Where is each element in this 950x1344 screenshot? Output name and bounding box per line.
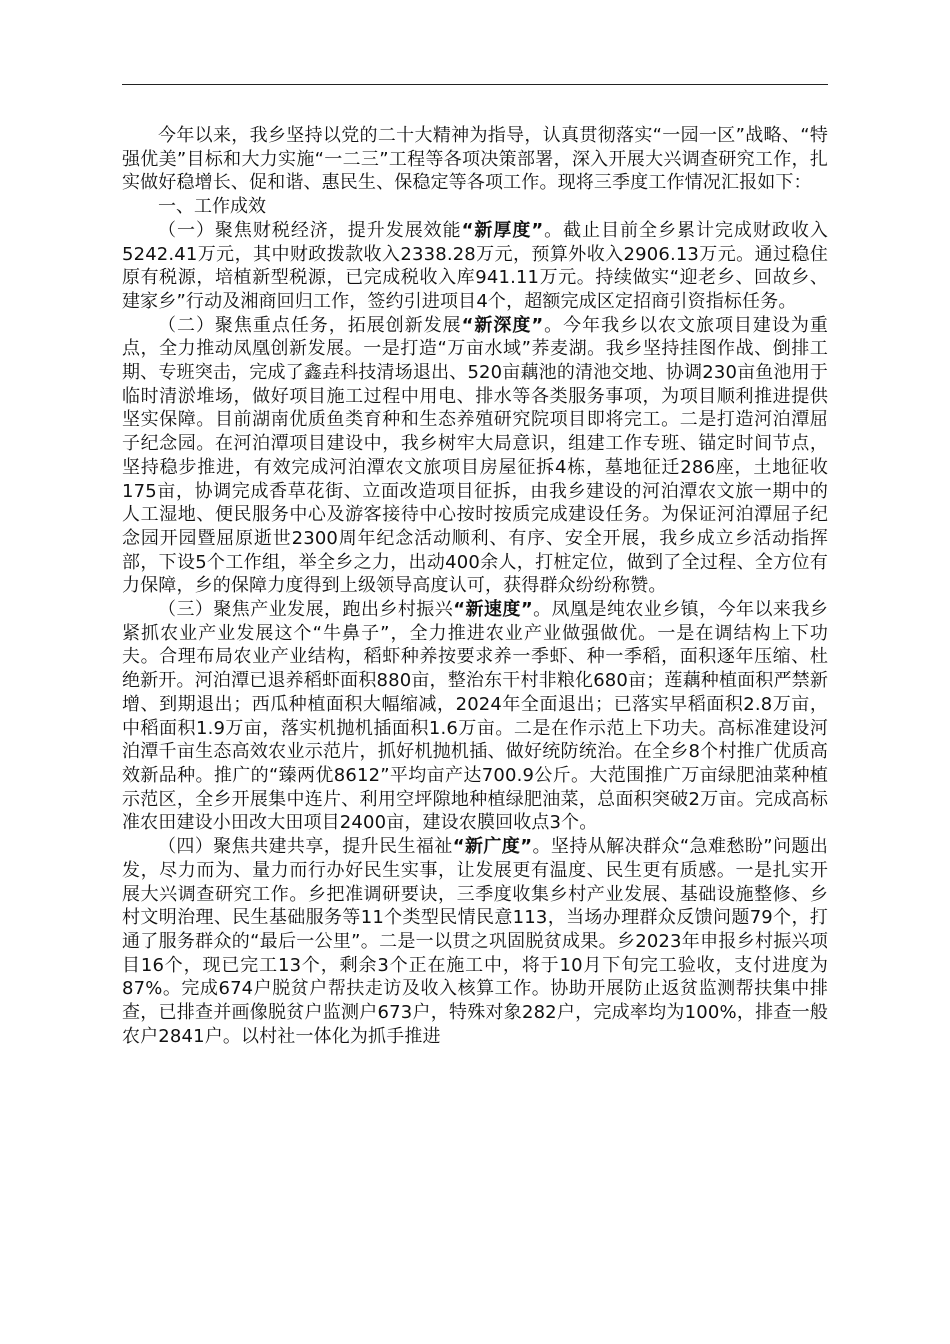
paragraph-text: 。今年我乡以农文旅项目建设为重点，全力推动凤凰创新发展。一是打造“万亩水域”荞麦湖。我乡坚持挂图作战、倒排工期、专班突击，完成了鑫垚科技清场退出、520亩藕池的清池交地、协调230亩鱼池用于临时清淤堆场，做好项目施工过程中用电、排水等各类服务事项，为项目顺利推进提供坚实保障。目前湖南优质鱼类育种和生态养殖研究院项目即将完工。二是打造河泊潭屈子纪念园。在河泊潭项目建设中，我乡树牢大局意识，组建工作专班、锚定时间节点，坚持稳步推进，有效完成河泊潭农文旅项目房屋征拆4栋，墓地征迁286座，土地征收175亩，协调完成香草花街、立面改造项目征拆，由我乡建设的河泊潭农文旅一期中的人工湿地、便民服务中心及游客接待中心按时按质完成建设任务。为保证河泊潭屈子纪念园开园暨屈原逝世2300周年纪念活动顺利、有序、安全开展，我乡成立乡活动指挥部，下设5个工作组，举全乡之力，出动400余人，打桩定位，做到了全过程、全方位有力保障，乡的保障力度得到上级领导高度认可，获得群众纷纷称赞。 xyxy=(122,314,828,597)
paragraph-keyword: “新广度” xyxy=(452,836,533,858)
paragraph-lead: （二）聚焦重点任务，拓展创新发展 xyxy=(158,314,462,336)
paragraph-keyword: “新厚度” xyxy=(461,219,544,241)
paragraph-industry xyxy=(122,598,828,835)
paragraph-lead: （一）聚焦财税经济，提升发展效能 xyxy=(158,219,462,241)
paragraph-keyword: “新深度” xyxy=(461,314,544,336)
intro-paragraph xyxy=(122,124,828,195)
paragraph-livelihood xyxy=(122,835,828,1048)
paragraph-keyword: “新速度” xyxy=(453,599,533,621)
paragraph-fiscal xyxy=(122,219,828,314)
paragraph-text: 今年以来，我乡坚持以党的二十大精神为指导，认真贯彻落实“一园一区”战略、“特强优美”目标和大力实施“一二三”工程等各项决策部署，深入开展大兴调查研究工作，扎实做好稳增长、促和谐、惠民生、保稳定等各项工作。现将三季度工作情况汇报如下： xyxy=(122,125,828,194)
header-rule xyxy=(122,84,828,85)
paragraph-key-tasks xyxy=(122,314,828,598)
paragraph-text: 。坚持从解决群众“急难愁盼”问题出发，尽力而为、量力而行办好民生实事，让发展更有温度、民生更有质感。一是扎实开展大兴调查研究工作。乡把准调研要诀，三季度收集乡村产业发展、基础设施整修、乡村文明治理、民生基础服务等11个类型民情民意113，当场办理群众反馈问题79个，打通了服务群众的“最后一公里”。二是一以贯之巩固脱贫成果。乡2023年申报乡村振兴项目16个，现已完工13个，剩余3个正在施工中，将于10月下旬完工验收，支付进度为87%。完成674户脱贫户帮扶走访及收入核算工作。协助开展防止返贫监测帮扶集中排查，已排查并画像脱贫户监测户673户，特殊对象282户，完成率均为100%，排查一般农户2841户。以村社一体化为抓手推进 xyxy=(122,836,828,1047)
paragraph-lead: （三）聚焦产业发展，跑出乡村振兴 xyxy=(158,599,454,621)
section-heading xyxy=(122,195,828,219)
document-body xyxy=(122,124,828,1048)
paragraph-text: 。凤凰是纯农业乡镇，今年以来我乡紧抓农业产业发展这个“牛鼻子”，全力推进农业产业做强做优。一是在调结构上下功夫。合理布局农业产业结构，稻虾种养按要求养一季虾、种一季稻，面积逐年压缩、杜绝新开。河泊潭已退养稻虾面积880亩，整治东干村非粮化680亩；莲藕种植面积严禁新增、到期退出；西瓜种植面积大幅缩减，2024年全面退出；已落实早稻面积2.8万亩，中稻面积1.9万亩，落实机抛机插面积1.6万亩。二是在作示范上下功夫。高标准建设河泊潭千亩生态高效农业示范片，抓好机抛机插、做好统防统治。在全乡8个村推广优质高效新品种。推广的“臻两优8612”平均亩产达700.9公斤。大范围推广万亩绿肥油菜种植示范区，全乡开展集中连片、利用空坪隙地种植绿肥油菜，总面积突破2万亩。完成高标准农田建设小田改大田项目2400亩，建设农膜回收点3个。 xyxy=(122,599,828,834)
section-heading-text: 一、工作成效 xyxy=(158,196,266,218)
paragraph-lead: （四）聚焦共建共享，提升民生福祉 xyxy=(158,836,453,858)
paragraph-text: 。截止目前全乡累计完成财政收入5242.41万元，其中财政拨款收入2338.28万元，预算外收入2906.13万元。通过稳住原有税源，培植新型税源，已完成税收入库941.11万元。持续做实“迎老乡、回故乡、建家乡”行动及湘商回归工作，签约引进项目4个，超额完成区定招商引资指标任务。 xyxy=(122,219,828,312)
